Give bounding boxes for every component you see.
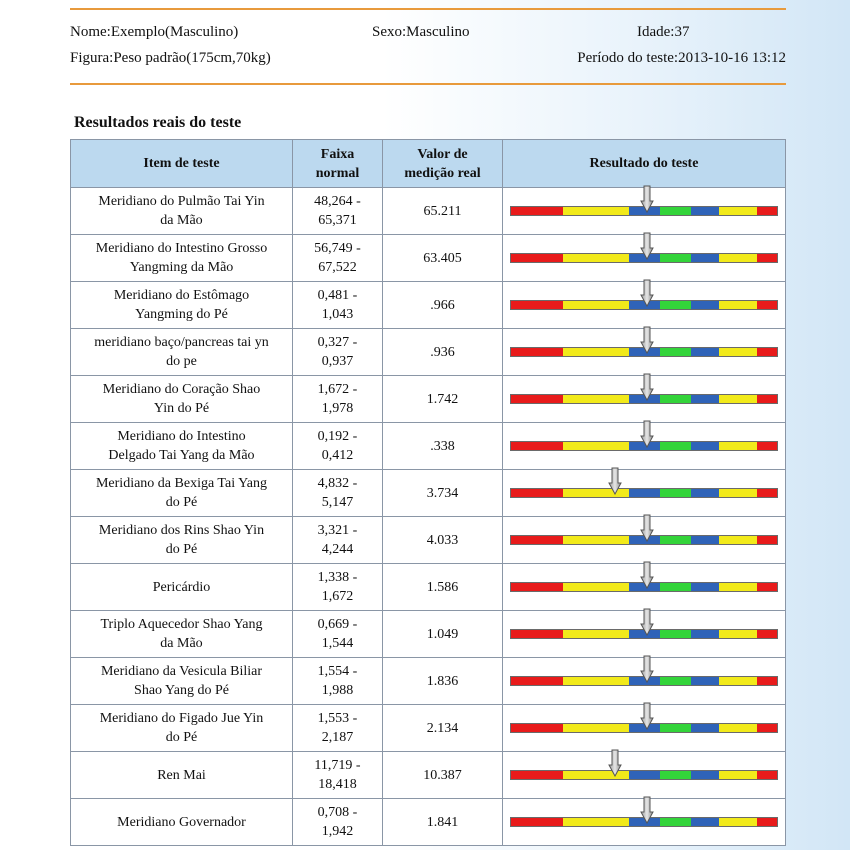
table-row: [71, 705, 786, 752]
patient-sex: Sexo:Masculino: [372, 24, 470, 40]
scale-segment-yellow: [719, 207, 757, 215]
scale-segment-yellow: [719, 348, 757, 356]
value-cell: [383, 282, 503, 329]
scale-segment-yellow: [563, 724, 629, 732]
range-cell: 0,192 - 0,412: [293, 423, 383, 470]
scale-segment-blue: [691, 254, 719, 262]
measured-value: 1.742: [426, 391, 459, 407]
test-period: Período do teste:2013-10-16 13:12: [577, 50, 786, 66]
scale-segment-yellow: [719, 489, 757, 497]
result-cell: [503, 799, 786, 846]
table-row: [71, 376, 786, 423]
result-cell: [503, 188, 786, 235]
item-name-line: da Mão: [160, 636, 203, 651]
item-name-line: Meridiano dos Rins Shao Yin: [98, 523, 265, 538]
measured-value: 65.211: [423, 203, 462, 219]
range-cell: 0,708 - 1,942: [293, 799, 383, 846]
measured-value: 1.049: [426, 626, 459, 642]
item-name-line: Meridiano do Coração Shao: [102, 382, 261, 397]
scale-segment-green: [660, 818, 691, 826]
down-arrow-marker-icon: [608, 749, 622, 777]
scale-segment-red: [757, 536, 777, 544]
scale-segment-yellow: [563, 818, 629, 826]
scale-segment-yellow: [719, 301, 757, 309]
scale-segment-red: [511, 771, 563, 779]
item-cell: [71, 423, 293, 470]
scale-segment-blue: [629, 771, 660, 779]
item-name-line: Meridiano do Pulmão Tai Yin: [98, 194, 265, 209]
down-arrow-marker-icon: [608, 467, 622, 495]
item-name-line: Yangming do Pé: [135, 307, 228, 322]
section-title: Resultados reais do teste: [74, 114, 242, 131]
scale-segment-red: [757, 348, 777, 356]
scale-segment-green: [660, 348, 691, 356]
scale-segment-blue: [691, 677, 719, 685]
measured-value: 63.405: [423, 250, 462, 266]
result-cell: [503, 282, 786, 329]
measured-value: 1.586: [426, 579, 459, 595]
table-row: [71, 423, 786, 470]
item-name-line: do Pé: [165, 495, 198, 510]
scale-segment-yellow: [563, 442, 629, 450]
scale-segment-red: [757, 442, 777, 450]
down-arrow-marker-icon: [640, 655, 654, 683]
scale-segment-green: [660, 771, 691, 779]
scale-segment-yellow: [719, 771, 757, 779]
scale-segment-blue: [691, 489, 719, 497]
result-cell: [503, 611, 786, 658]
measured-value: 4.033: [426, 532, 459, 548]
range-cell: 48,264 - 65,371: [293, 188, 383, 235]
table-row: [71, 188, 786, 235]
result-cell: [503, 658, 786, 705]
range-cell: 1,338 - 1,672: [293, 564, 383, 611]
scale-segment-red: [757, 301, 777, 309]
scale-segment-yellow: [719, 395, 757, 403]
range-cell: 3,321 - 4,244: [293, 517, 383, 564]
value-cell: [383, 470, 503, 517]
scale-segment-red: [511, 301, 563, 309]
header-divider: [70, 83, 786, 85]
item-cell: [71, 376, 293, 423]
scale-segment-yellow: [563, 348, 629, 356]
scale-segment-yellow: [563, 207, 629, 215]
range-cell: 0,327 - 0,937: [293, 329, 383, 376]
measured-value: 10.387: [423, 767, 462, 783]
scale-segment-green: [660, 536, 691, 544]
value-cell: [383, 752, 503, 799]
scale-segment-green: [660, 442, 691, 450]
scale-segment-blue: [691, 395, 719, 403]
table-row: [71, 611, 786, 658]
down-arrow-marker-icon: [640, 373, 654, 401]
scale-segment-yellow: [719, 536, 757, 544]
result-scale-bar: [510, 488, 778, 498]
range-cell: 1,554 - 1,988: [293, 658, 383, 705]
item-name-line: Meridiano do Intestino: [117, 429, 246, 444]
value-cell: [383, 188, 503, 235]
item-name-line: da Mão: [160, 213, 203, 228]
item-cell: [71, 282, 293, 329]
scale-segment-red: [511, 254, 563, 262]
item-name-line: Meridiano do Intestino Grosso: [95, 241, 268, 256]
item-cell: [71, 517, 293, 564]
scale-segment-red: [511, 630, 563, 638]
item-name-line: Shao Yang do Pé: [134, 683, 229, 698]
table-row: [71, 470, 786, 517]
result-cell: [503, 705, 786, 752]
scale-segment-red: [757, 630, 777, 638]
down-arrow-marker-icon: [640, 279, 654, 307]
value-cell: [383, 235, 503, 282]
measured-value: 2.134: [426, 720, 459, 736]
scale-segment-red: [511, 442, 563, 450]
scale-segment-green: [660, 395, 691, 403]
item-cell: [71, 470, 293, 517]
patient-figure: Figura:Peso padrão(175cm,70kg): [70, 50, 271, 66]
column-header-range: Faixa normal: [293, 140, 383, 188]
item-name-line: Yin do Pé: [153, 401, 210, 416]
scale-segment-yellow: [563, 536, 629, 544]
value-cell: [383, 376, 503, 423]
scale-segment-blue: [691, 583, 719, 591]
column-header-result: Resultado do teste: [503, 140, 786, 188]
scale-segment-blue: [691, 207, 719, 215]
result-cell: [503, 235, 786, 282]
scale-segment-red: [757, 583, 777, 591]
item-name-line: Ren Mai: [157, 767, 206, 783]
item-cell: [71, 235, 293, 282]
scale-segment-red: [757, 489, 777, 497]
scale-segment-yellow: [719, 254, 757, 262]
scale-segment-blue: [691, 818, 719, 826]
scale-segment-yellow: [563, 395, 629, 403]
patient-name: Nome:Exemplo(Masculino): [70, 24, 239, 40]
scale-segment-red: [757, 207, 777, 215]
scale-segment-yellow: [719, 442, 757, 450]
scale-segment-yellow: [719, 630, 757, 638]
scale-segment-green: [660, 724, 691, 732]
range-cell: 0,669 - 1,544: [293, 611, 383, 658]
down-arrow-marker-icon: [640, 702, 654, 730]
item-name-line: do Pé: [165, 730, 198, 745]
scale-segment-yellow: [563, 630, 629, 638]
scale-segment-red: [511, 489, 563, 497]
range-cell: 56,749 - 67,522: [293, 235, 383, 282]
scale-segment-red: [511, 818, 563, 826]
table-row: [71, 799, 786, 846]
scale-segment-red: [757, 724, 777, 732]
table-row: [71, 658, 786, 705]
item-cell: [71, 329, 293, 376]
item-cell: [71, 705, 293, 752]
table-row: [71, 329, 786, 376]
scale-segment-blue: [691, 771, 719, 779]
scale-segment-red: [511, 536, 563, 544]
patient-age: Idade:37: [637, 24, 690, 40]
scale-segment-blue: [691, 348, 719, 356]
result-cell: [503, 376, 786, 423]
scale-segment-yellow: [719, 724, 757, 732]
item-cell: [71, 799, 293, 846]
item-name-line: Meridiano da Vesicula Biliar: [100, 664, 263, 679]
result-cell: [503, 329, 786, 376]
down-arrow-marker-icon: [640, 796, 654, 824]
scale-segment-blue: [691, 724, 719, 732]
scale-segment-yellow: [563, 254, 629, 262]
scale-segment-yellow: [563, 583, 629, 591]
scale-segment-red: [511, 724, 563, 732]
result-cell: [503, 517, 786, 564]
down-arrow-marker-icon: [640, 608, 654, 636]
result-cell: [503, 564, 786, 611]
table-header-row: [71, 140, 786, 188]
scale-segment-red: [757, 818, 777, 826]
scale-segment-green: [660, 207, 691, 215]
item-name-line: do Pé: [165, 542, 198, 557]
item-cell: [71, 658, 293, 705]
result-scale-bar: [510, 770, 778, 780]
item-name-line: Pericárdio: [152, 579, 211, 595]
result-cell: [503, 470, 786, 517]
scale-segment-red: [757, 771, 777, 779]
scale-segment-blue: [691, 536, 719, 544]
scale-segment-green: [660, 489, 691, 497]
scale-segment-green: [660, 254, 691, 262]
table-row: [71, 517, 786, 564]
column-header-item: Item de teste: [71, 140, 293, 188]
range-cell: 0,481 - 1,043: [293, 282, 383, 329]
down-arrow-marker-icon: [640, 514, 654, 542]
table-row: [71, 752, 786, 799]
item-name-line: do pe: [166, 354, 197, 369]
scale-segment-red: [757, 677, 777, 685]
value-cell: [383, 611, 503, 658]
item-cell: [71, 564, 293, 611]
item-cell: [71, 752, 293, 799]
item-name-line: Delgado Tai Yang da Mão: [108, 448, 255, 463]
scale-segment-yellow: [719, 583, 757, 591]
result-cell: [503, 423, 786, 470]
range-cell: 1,672 - 1,978: [293, 376, 383, 423]
item-name-line: Triplo Aquecedor Shao Yang: [100, 617, 263, 632]
item-name-line: Yangming da Mão: [129, 260, 234, 275]
measured-value: 1.836: [426, 673, 459, 689]
scale-segment-red: [511, 348, 563, 356]
measured-value: .966: [430, 297, 455, 313]
item-name-line: Meridiano Governador: [117, 814, 246, 830]
top-rule: [70, 8, 786, 10]
value-cell: [383, 329, 503, 376]
down-arrow-marker-icon: [640, 420, 654, 448]
value-cell: [383, 564, 503, 611]
item-name-line: Meridiano do Estômago: [113, 288, 250, 303]
measured-value: 1.841: [426, 814, 459, 830]
item-name-line: meridiano baço/pancreas tai yn: [94, 335, 269, 350]
measured-value: .936: [430, 344, 455, 360]
scale-segment-blue: [691, 442, 719, 450]
measured-value: 3.734: [426, 485, 459, 501]
value-cell: [383, 705, 503, 752]
scale-segment-red: [511, 395, 563, 403]
scale-segment-blue: [691, 630, 719, 638]
scale-segment-blue: [691, 301, 719, 309]
table-row: [71, 564, 786, 611]
scale-segment-green: [660, 301, 691, 309]
scale-segment-yellow: [719, 818, 757, 826]
down-arrow-marker-icon: [640, 326, 654, 354]
scale-segment-blue: [629, 489, 660, 497]
value-cell: [383, 423, 503, 470]
scale-segment-red: [757, 254, 777, 262]
scale-segment-green: [660, 677, 691, 685]
item-cell: [71, 611, 293, 658]
value-cell: [383, 658, 503, 705]
down-arrow-marker-icon: [640, 232, 654, 260]
scale-segment-green: [660, 583, 691, 591]
down-arrow-marker-icon: [640, 185, 654, 213]
range-cell: 1,553 - 2,187: [293, 705, 383, 752]
table-row: [71, 235, 786, 282]
table-row: [71, 282, 786, 329]
scale-segment-red: [511, 207, 563, 215]
value-cell: [383, 799, 503, 846]
scale-segment-yellow: [563, 301, 629, 309]
scale-segment-yellow: [563, 677, 629, 685]
scale-segment-green: [660, 630, 691, 638]
scale-segment-red: [757, 395, 777, 403]
down-arrow-marker-icon: [640, 561, 654, 589]
item-name-line: Meridiano da Bexiga Tai Yang: [95, 476, 267, 491]
scale-segment-red: [511, 583, 563, 591]
scale-segment-red: [511, 677, 563, 685]
value-cell: [383, 517, 503, 564]
range-cell: 4,832 - 5,147: [293, 470, 383, 517]
item-name-line: Meridiano do Figado Jue Yin: [99, 711, 264, 726]
scale-segment-yellow: [719, 677, 757, 685]
column-header-value: Valor de medição real: [383, 140, 503, 188]
measured-value: .338: [430, 438, 455, 454]
item-cell: [71, 188, 293, 235]
range-cell: 11,719 - 18,418: [293, 752, 383, 799]
result-cell: [503, 752, 786, 799]
results-table: [70, 139, 786, 846]
